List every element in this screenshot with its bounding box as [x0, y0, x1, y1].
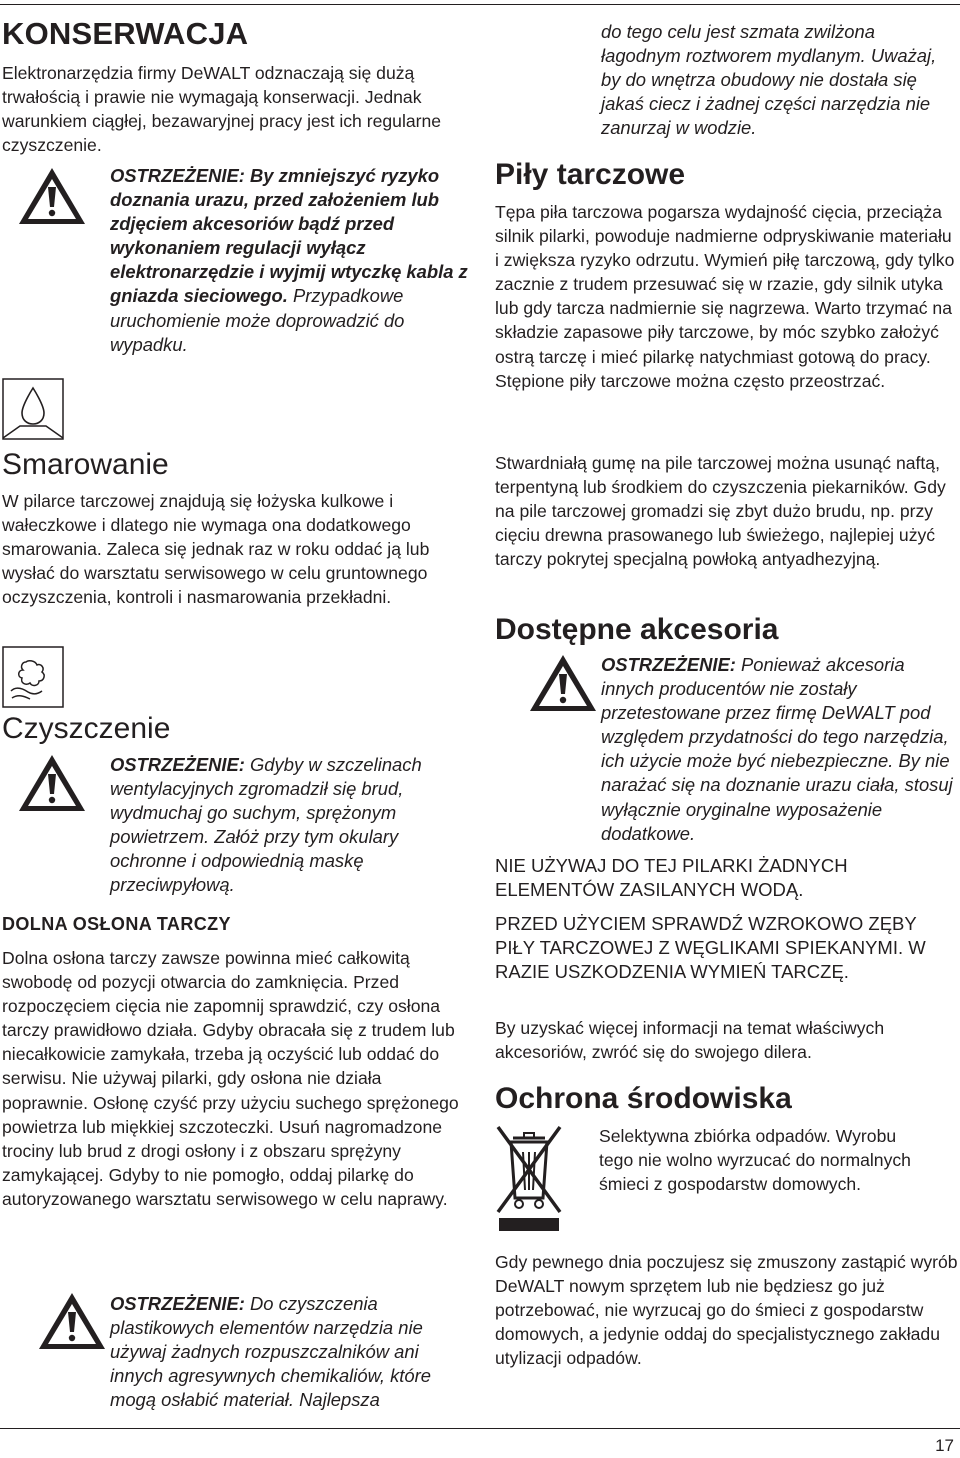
section-title-accessories: Dostępne akcesoria: [495, 613, 779, 646]
warning-triangle-icon: [16, 165, 88, 227]
warning-accessories: [601, 653, 957, 846]
blades-text-1: Tępa piła tarczowa pogarsza wydajność cięcia, przeciąża silnik pilarki, powoduje nadmierne odpryskiwanie materiału i zwiększa ryzyko odrzutu. Wymień piłę tarczową, gdy tylko zacznie z trudem przesuwać się w rzazie, gdy silnik utyka lub gdy tarcza nadmiernie się nagrzewa. Warto trzymać na składzie zapasowe piły tarczowe, by móc szybko założyć ostrą tarczę i mieć pilarkę natychmiast gotową do pracy. Stępione piły tarczowe można często przeostrzać.: [495, 202, 955, 391]
warning-triangle-icon: [36, 1290, 108, 1352]
subsection-title-guard: DOLNA OSŁONA TARCZY: [2, 914, 231, 934]
guard-text: Dolna osłona tarczy zawsze powinna mieć całkowitą swobodę od pozycji otwarcia do zamknięcia. Przed rozpoczęciem cięcia nie zapomnij sprawdzić, czy osłona tarczy prawidłowo działa. Gdyby obracała się z trudem lub niecałkowicie zamykała, trzeba ją oczyścić lub oddać do serwisu. Nie używaj pilarki, gdy osłona nie działa poprawnie. Osłonę czyść przy użyciu suchego sprężonego powietrza lub miękkiej szczoteczki. Usuń nagromadzone trociny lub brud z drogi osłony i z obszaru sprężyny zamykającej. Gdyby to nie pomogło, oddaj pilarkę do autoryzowanego warsztatu serwisowego w celu naprawy.: [2, 948, 459, 1209]
section-title-konserwacja: KONSERWACJA: [2, 16, 249, 51]
environment-text: Gdy pewnego dnia poczujesz się zmuszony zastąpić wyrób DeWALT nowym sprzętem lub nie będziesz go już potrzebować, nie wyrzucaj go do śmieci z gospodarstw domowych, a jedynie oddaj do specjalistycznego zakładu utylizacji odpadów.: [495, 1252, 958, 1369]
section-title-czyszczenie: Czyszczenie: [2, 712, 171, 745]
page-number: 17: [935, 1436, 954, 1455]
warning-unplug-label: OSTRZEŻENIE:: [110, 165, 245, 186]
warning-unplug: [110, 164, 472, 357]
selective-collection-text: Selektywna zbiórka odpadów. Wyrobu tego nie wolno wyrzucać do normalnych śmieci z gospodarstw domowych.: [599, 1126, 911, 1195]
accessories-caps-inspect: PRZED UŻYCIEM SPRAWDŹ WZROKOWO ZĘBY PIŁY TARCZOWEJ Z WĘGLIKAMI SPIEKANYMI. W RAZIE USZKODZENIA WYMIEŃ TARCZĘ.: [495, 913, 926, 983]
warning-accessories-text: Ponieważ akcesoria innych producentów nie zostały przetestowane przez firmę DeWALT pod względem przydatności do tego narzędzia, ich użycie może być niebezpieczne. By nie narażać się na doznanie urazu ciała, stosuj wyłącznie oryginalne wyposażenie dodatkowe.: [601, 654, 953, 844]
blades-text-2: Stwardniałą gumę na pile tarczowej można usunąć naftą, terpentyną lub środkiem do czyszczenia piekarników. Gdy na pile tarczowej gromadzi się zbyt dużo brudu, np. przy cięciu drewna prasowanego lub świeżego, najlepiej użyć tarczy pokrytej specjalną powłoką antyadhezyjną.: [495, 453, 946, 570]
maintenance-intro: Elektronarzędzia firmy DeWALT odznaczają się dużą trwałością i prawie nie wymagają konserwacji. Jednak warunkiem ciągłej, bezawaryjnej pracy jest ich regularne czyszczenie.: [2, 63, 442, 156]
warning-compressed-air-text: Gdyby w szczelinach wentylacyjnych zgromadził się brud, wydmuchaj go suchym, sprężonym powietrzem. Załóż przy tym okulary ochronne i odpowiednią maskę przeciwpyłową.: [110, 754, 422, 896]
warning-compressed-air-label: OSTRZEŻENIE:: [110, 754, 245, 775]
section-title-environment: Ochrona środowiska: [495, 1082, 792, 1115]
warning-triangle-icon: [527, 652, 599, 714]
section-title-blades: Piły tarczowe: [495, 158, 686, 191]
warning-solvents-text: Do czyszczenia plastikowych elementów narzędzia nie używaj żadnych rozpuszczalników ani innych agresywnych chemikaliów, które mogą osłabić materiał. Najlepsza: [110, 1293, 431, 1411]
section-title-smarowanie: Smarowanie: [2, 448, 169, 481]
warning-solvents-continued: do tego celu jest szmata zwilżona łagodnym roztworem mydlanym. Uważaj, by do wnętrza obudowy nie dostała się jakaś ciecz i żadnej części narzędzia nie zanurzaj w wodzie.: [601, 21, 937, 139]
bottom-rule: [0, 1428, 960, 1429]
lubrication-text: W pilarce tarczowej znajdują się łożyska kulkowe i wałeczkowe i dlatego nie wymaga ona dodatkowego smarowania. Zaleca się jednak raz w roku oddać ją lub wysłać do warsztatu serwisowego w celu gruntownego oczyszczenia, kontroli i nasmarowania przekładni.: [2, 491, 430, 608]
warning-accessories-label: OSTRZEŻENIE:: [601, 654, 736, 675]
warning-unplug-rest: Przypadkowe uruchomienie może doprowadzić do wypadku.: [110, 285, 405, 355]
top-rule: [0, 4, 960, 5]
warning-triangle-icon: [16, 752, 88, 814]
accessories-dealer-text: By uzyskać więcej informacji na temat właściwych akcesoriów, zwróć się do swojego dilera.: [495, 1018, 885, 1063]
warning-compressed-air: [110, 753, 472, 898]
warning-solvents-label: OSTRZEŻENIE:: [110, 1293, 245, 1314]
warning-unplug-bold: By zmniejszyć ryzyko doznania urazu, przed założeniem lub zdjęciem akcesoriów bądź przed wykonaniem regulacji wyłącz elektronarzędzie i wyjmij wtyczkę kabla z gniazda sieciowego.: [110, 165, 468, 307]
oil-drop-icon: [2, 378, 64, 440]
accessories-caps-water: NIE UŻYWAJ DO TEJ PILARKI ŻADNYCH ELEMENTÓW ZASILANYCH WODĄ.: [495, 855, 848, 901]
warning-solvents: [110, 1292, 472, 1412]
cleaning-cloth-icon: [2, 646, 64, 708]
crossed-bin-icon: [495, 1124, 563, 1234]
